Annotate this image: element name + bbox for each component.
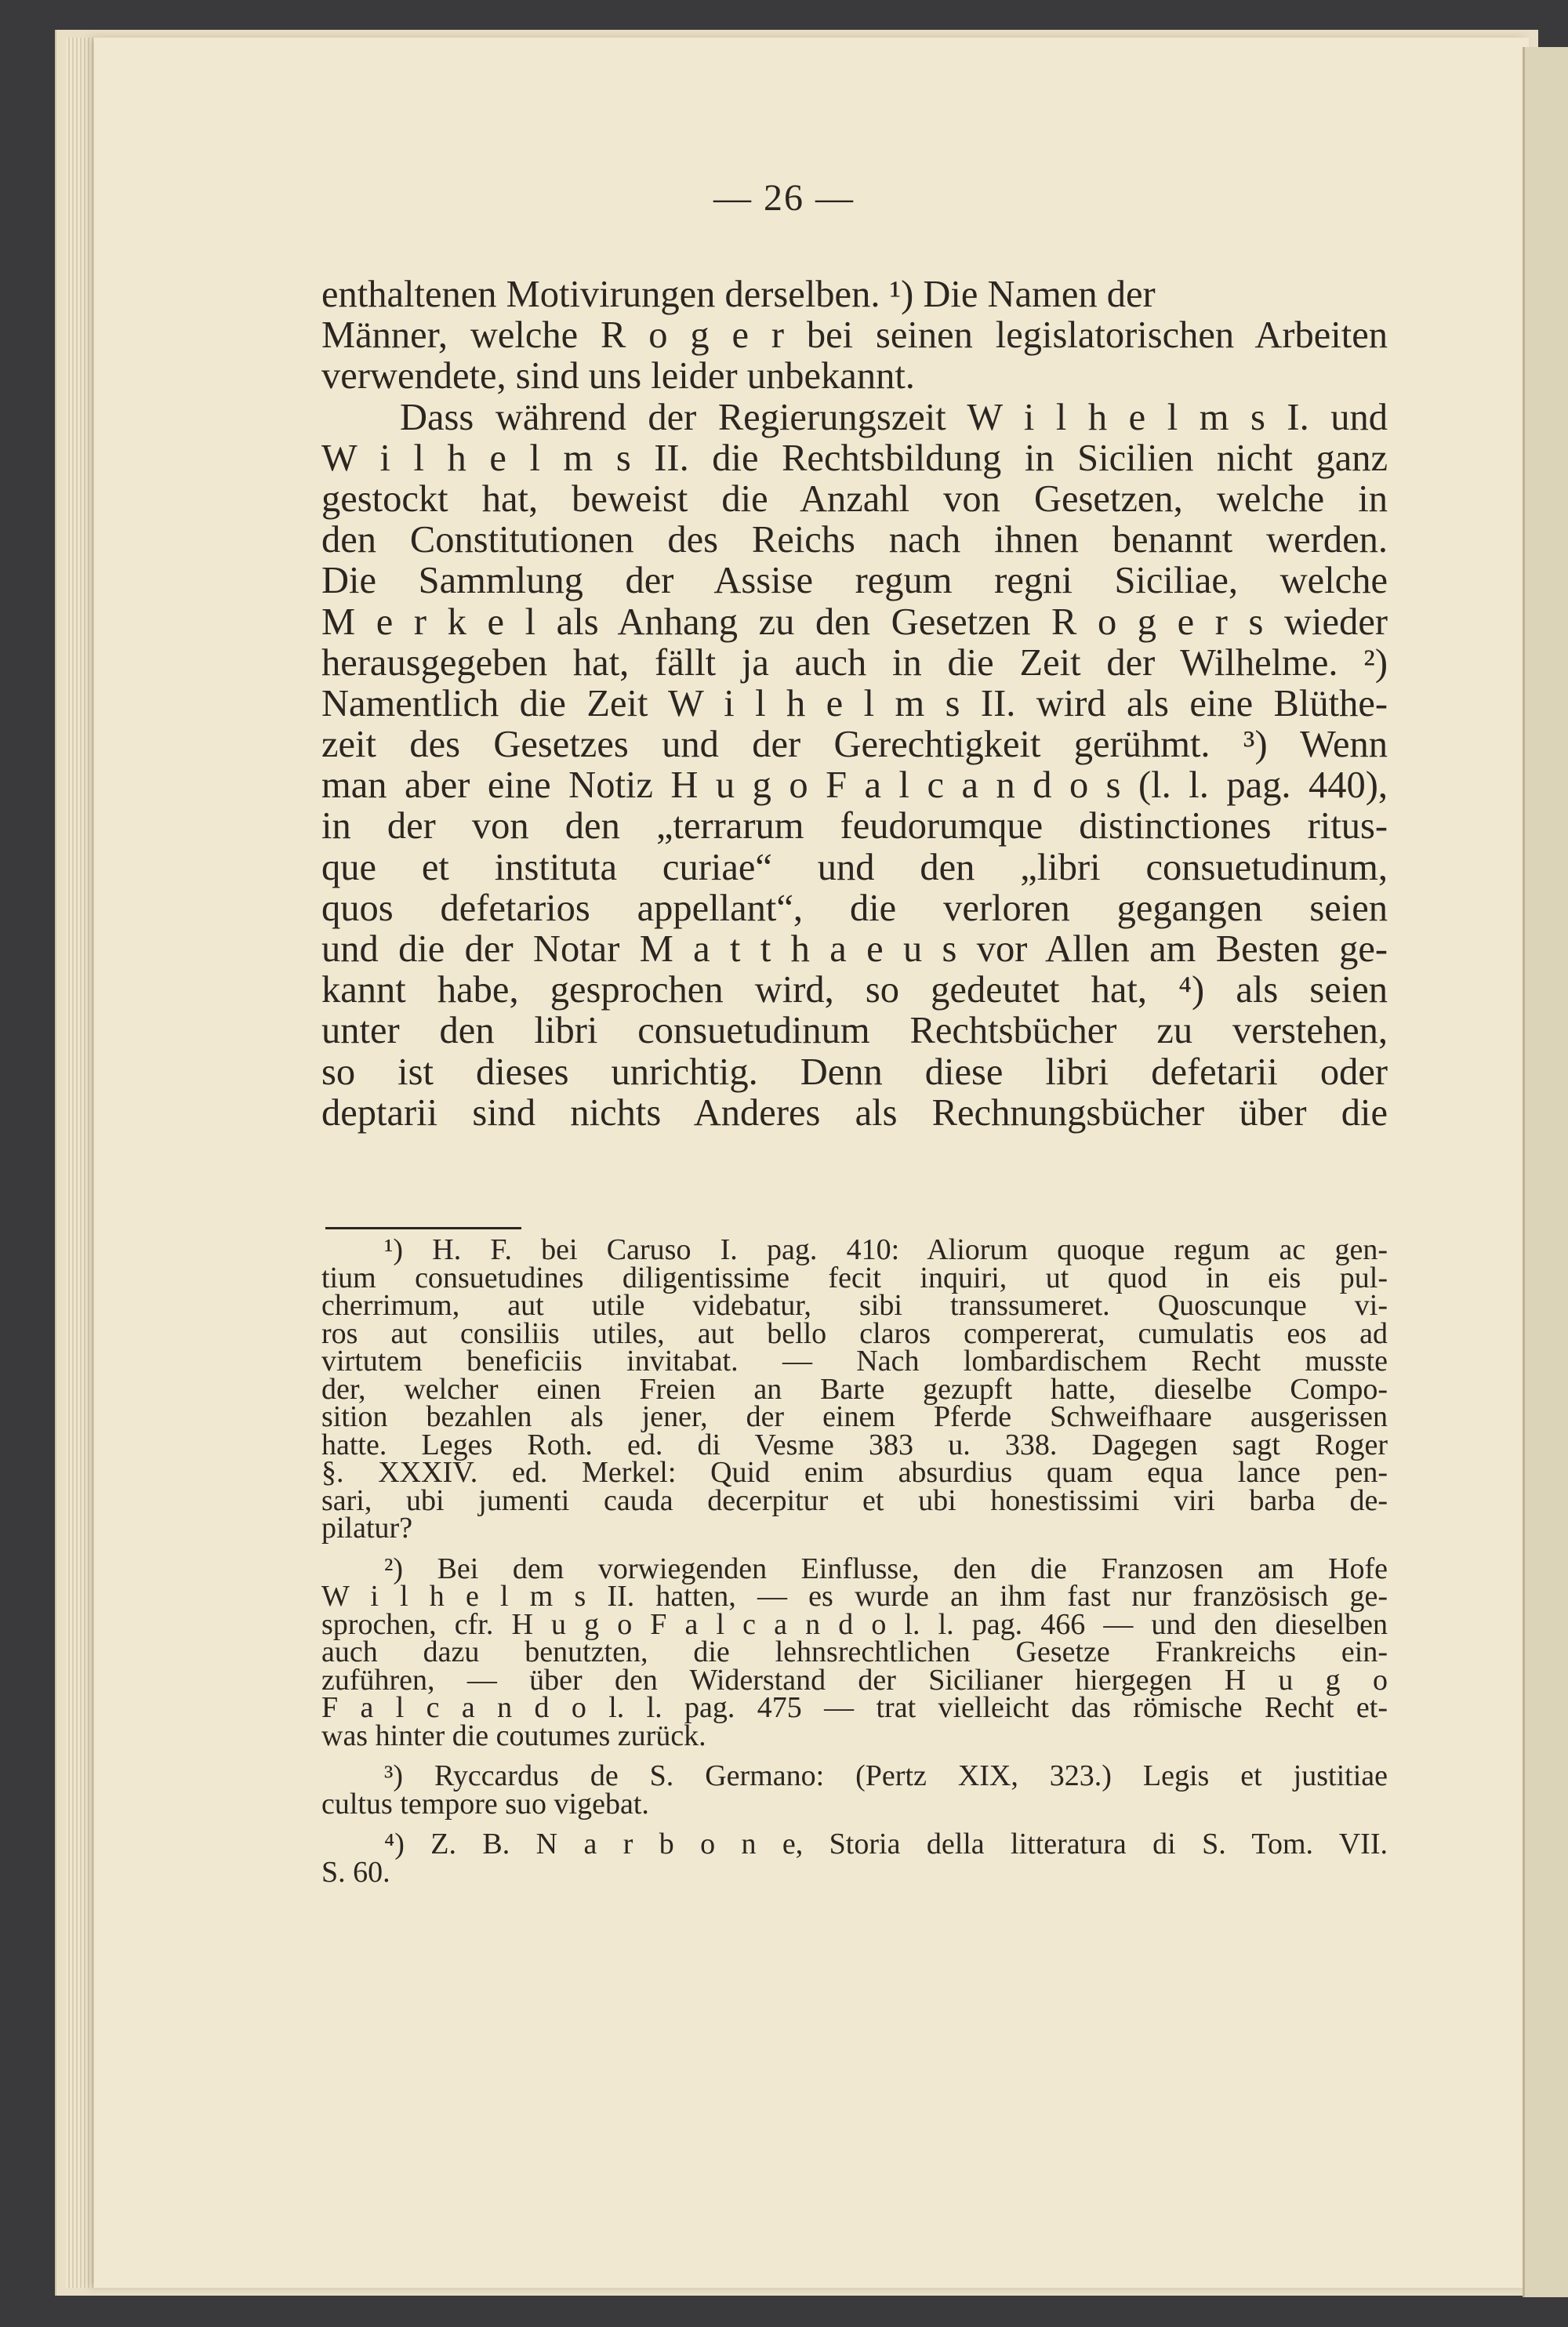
body-line: verwendete, sind uns leider unbekannt. bbox=[321, 355, 915, 398]
footnote-line: sari, ubi jumenti cauda decerpitur et ubi honestissimi viri barba de- bbox=[321, 1483, 1388, 1517]
body-line: kannt habe, gesprochen wird, so gedeutet hat, ⁴) als seien bbox=[321, 969, 1388, 1011]
body-line: so ist dieses unrichtig. Denn diese libri defetarii oder bbox=[321, 1051, 1388, 1093]
footnote-line: ¹) H. F. bei Caruso I. pag. 410: Aliorum quoque regum ac gen- bbox=[384, 1233, 1388, 1266]
footnote-line: pilatur? bbox=[321, 1512, 413, 1545]
footnote-line: F a l c a n d o l. l. pag. 475 — trat vielleicht das römische Recht et- bbox=[321, 1691, 1388, 1724]
footnote-line: cultus tempore suo vigebat. bbox=[321, 1787, 649, 1821]
body-line: man aber eine Notiz H u g o F a l c a n d o s (l. l. pag. 440), bbox=[321, 764, 1388, 807]
body-line: que et instituta curiae“ und den „libri consuetudinum, bbox=[321, 846, 1388, 888]
footnote-1 bbox=[321, 1233, 1388, 1545]
body-line: Männer, welche R o g e r bei seinen legislatorischen Arbeiten bbox=[321, 314, 1388, 357]
footnote-line: ³) Ryccardus de S. Germano: (Pertz XIX, 323.) Legis et justitiae bbox=[384, 1759, 1388, 1792]
body-line: herausgegeben hat, fällt ja auch in die Zeit der Wilhelme. ²) bbox=[321, 641, 1388, 684]
body-line: enthaltenen Motivirungen derselben. ¹) Die Namen der bbox=[321, 274, 1156, 315]
footnote-separator bbox=[325, 1227, 521, 1229]
body-line: unter den libri consuetudinum Rechtsbücher zu verstehen, bbox=[321, 1010, 1388, 1052]
footnote-line: S. 60. bbox=[321, 1855, 390, 1889]
body-line: in der von den „terrarum feudorumque distinctiones ritus- bbox=[321, 805, 1388, 848]
footnote-line: tium consuetudines diligentissime fecit inquiri, ut quod in eis pul- bbox=[321, 1261, 1388, 1294]
body-line: deptarii sind nichts Anderes als Rechnungsbücher über die bbox=[321, 1091, 1388, 1134]
footnote-4 bbox=[321, 1828, 1388, 1889]
body-text bbox=[321, 274, 1388, 1134]
footnote-line: ²) Bei dem vorwiegenden Einflusse, den die Franzosen am Hofe bbox=[384, 1552, 1388, 1585]
body-line: Namentlich die Zeit W i l h e l m s II. wird als eine Blüthe- bbox=[321, 682, 1388, 724]
footnote-line: ⁴) Z. B. N a r b o n e, Storia della litteratura di S. Tom. VII. bbox=[384, 1828, 1388, 1861]
footnote-line: cherrimum, aut utile videbatur, sibi transsumeret. Quoscunque vi- bbox=[321, 1289, 1388, 1322]
footnote-line: sprochen, cfr. H u g o F a l c a n d o l. l. pag. 466 — und den dieselben bbox=[321, 1607, 1388, 1641]
footnote-line: ros aut consiliis utiles, aut bello claros compererat, cumulatis eos ad bbox=[321, 1316, 1388, 1350]
footnote-line: W i l h e l m s II. hatten, — es wurde an ihm fast nur französisch ge- bbox=[321, 1580, 1388, 1613]
body-line: zeit des Gesetzes und der Gerechtigkeit gerühmt. ³) Wenn bbox=[321, 724, 1388, 766]
footnotes bbox=[321, 1233, 1388, 1889]
footnote-line: der, welcher einen Freien an Barte gezupft hatte, dieselbe Compo- bbox=[321, 1372, 1388, 1406]
footnote-line: hatte. Leges Roth. ed. di Vesme 383 u. 338. Dagegen sagt Roger bbox=[321, 1428, 1388, 1461]
body-line: und die der Notar M a t t h a e u s vor Allen am Besten ge- bbox=[321, 928, 1388, 970]
body-line: Die Sammlung der Assise regum regni Siciliae, welche bbox=[321, 560, 1388, 602]
footnote-line: sition bezahlen als jener, der einem Pferde Schweifhaare ausgerissen bbox=[321, 1400, 1388, 1433]
body-line: gestockt hat, beweist die Anzahl von Gesetzen, welche in bbox=[321, 477, 1388, 520]
facing-page-edge bbox=[1523, 47, 1568, 2297]
footnote-2 bbox=[321, 1552, 1388, 1752]
footnote-line: was hinter die coutumes zurück. bbox=[321, 1719, 706, 1752]
body-line: M e r k e l als Anhang zu den Gesetzen R o g e r s wieder bbox=[321, 601, 1388, 643]
body-line: den Constitutionen des Reichs nach ihnen benannt werden. bbox=[321, 519, 1388, 561]
page-number: — 26 — bbox=[713, 177, 855, 219]
body-line: W i l h e l m s II. die Rechtsbildung in Sicilien nicht ganz bbox=[321, 437, 1388, 479]
footnote-line: zuführen, — über den Widerstand der Sicilianer hiergegen H u g o bbox=[321, 1663, 1388, 1697]
footnote-line: auch dazu benutzten, die lehnsrechtlichen Gesetze Frankreichs ein- bbox=[321, 1635, 1388, 1668]
body-line: Dass während der Regierungszeit W i l h e l m s I. und bbox=[400, 396, 1388, 438]
footnote-line: virtutem beneficiis invitabat. — Nach lombardischem Recht musste bbox=[321, 1345, 1388, 1378]
footnote-line: §. XXXIV. ed. Merkel: Quid enim absurdius quam equa lance pen- bbox=[321, 1456, 1388, 1489]
footnote-3 bbox=[321, 1759, 1388, 1821]
body-line: quos defetarios appellant“, die verloren gegangen seien bbox=[321, 887, 1388, 929]
